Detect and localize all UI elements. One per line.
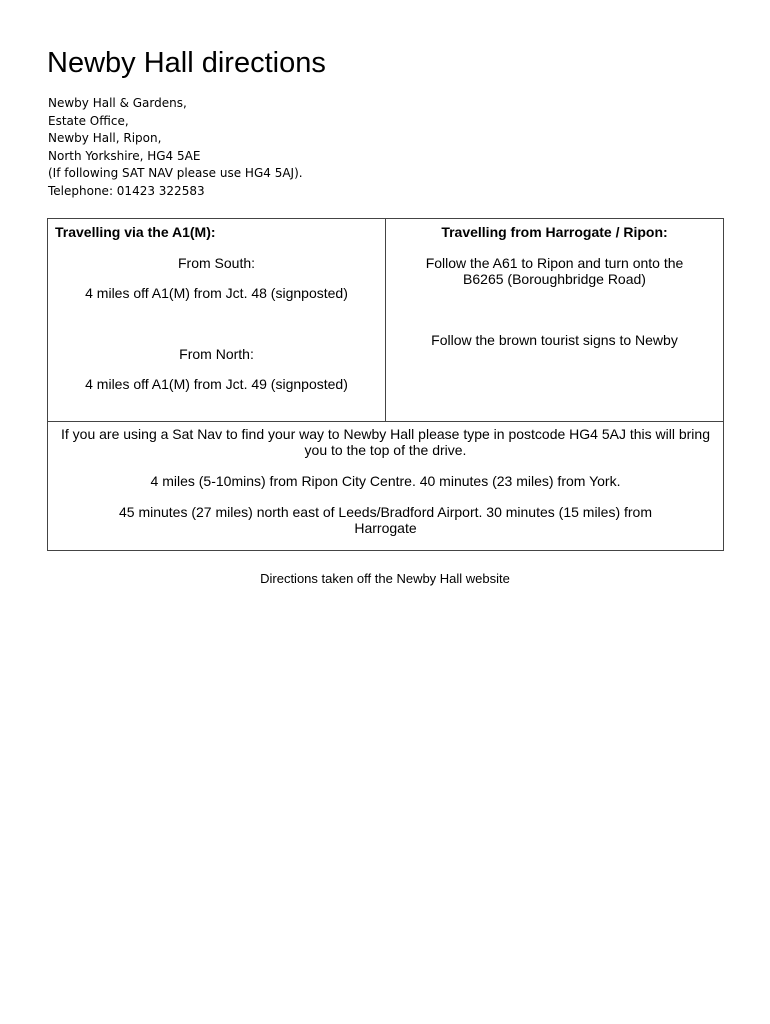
sat-nav-info: If you are using a Sat Nav to find your way to Newby Hall please type in postcode HG4 5AJ this will bring you to the top of the drive. — [61, 426, 710, 458]
from-north-label: From North: — [179, 346, 254, 362]
a1m-directions-cell — [48, 219, 386, 422]
harrogate-step-1: Follow the A61 to Ripon and turn onto the B6265 (Boroughbridge Road) — [425, 255, 684, 287]
page-title: Newby Hall directions — [47, 47, 326, 79]
from-south-text: 4 miles off A1(M) from Jct. 48 (signposted) — [85, 285, 348, 301]
a1m-heading: Travelling via the A1(M): — [55, 224, 216, 240]
address-line-telephone: Telephone: 01423 322583 — [48, 183, 205, 198]
address-line-sat-nav-note: (If following SAT NAV please use HG4 5AJ). — [48, 166, 303, 181]
harrogate-step-2: Follow the brown tourist signs to Newby — [431, 332, 678, 348]
general-info-cell — [48, 422, 723, 550]
distance-ripon-york: 4 miles (5-10mins) from Ripon City Centre. 40 minutes (23 miles) from York. — [150, 473, 621, 489]
source-note: Directions taken off the Newby Hall website — [260, 571, 510, 586]
distance-airport-harrogate: 45 minutes (27 miles) north east of Leeds/Bradford Airport. 30 minutes (15 miles) from Harrogate — [118, 504, 652, 536]
harrogate-directions-cell — [386, 219, 723, 422]
address-line-name: Newby Hall & Gardens, — [48, 96, 187, 110]
from-north-text: 4 miles off A1(M) from Jct. 49 (signposted) — [85, 376, 348, 392]
address-line-county-postcode: North Yorkshire, HG4 5AE — [48, 148, 201, 163]
directions-table — [47, 218, 724, 551]
harrogate-heading: Travelling from Harrogate / Ripon: — [441, 224, 668, 240]
address-block — [48, 95, 303, 201]
from-south-label: From South: — [177, 255, 256, 271]
address-line-office: Estate Office, — [48, 113, 129, 128]
address-line-town: Newby Hall, Ripon, — [48, 131, 162, 146]
